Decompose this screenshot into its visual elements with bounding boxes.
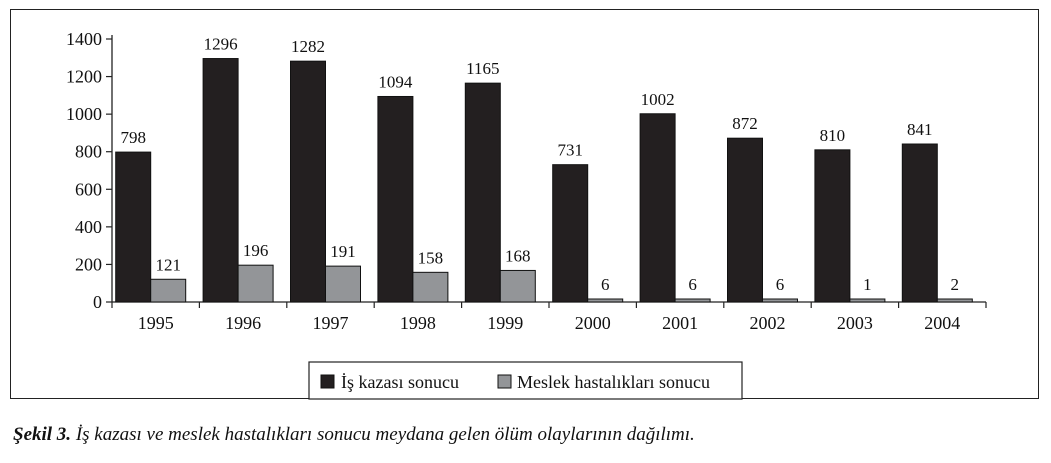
y-tick-label: 1000	[66, 104, 102, 125]
data-label: 1094	[378, 72, 413, 92]
bar-meslek-hastaliklari	[151, 279, 186, 302]
data-label: 798	[120, 128, 146, 148]
data-label: 6	[688, 275, 697, 294]
data-label: 810	[819, 125, 846, 145]
bar-is-kazasi	[203, 59, 238, 302]
x-tick-label: 1998	[399, 313, 436, 333]
data-label: 158	[417, 248, 444, 268]
bar-meslek-hastaliklari	[326, 266, 361, 302]
data-label: 872	[732, 114, 758, 134]
data-label: 6	[775, 275, 785, 294]
data-label: 1282	[291, 37, 325, 57]
bar-meslek-hastaliklari	[238, 265, 273, 302]
legend-label-is-kazasi: İş kazası sonucu	[341, 372, 459, 392]
y-tick-label: 200	[75, 254, 102, 275]
bar-is-kazasi	[902, 144, 937, 302]
bar-is-kazasi	[815, 150, 850, 302]
caption-label: Şekil 3.	[13, 424, 72, 445]
x-tick-label: 2003	[836, 313, 873, 333]
bar-is-kazasi	[378, 96, 413, 302]
bar-is-kazasi	[728, 138, 763, 302]
legend-swatch-meslek-hastaliklari	[498, 375, 511, 388]
x-tick-label: 2000	[574, 313, 611, 333]
data-label: 2	[950, 275, 960, 294]
caption-text: İş kazası ve meslek hastalıkları sonucu meydana gelen ölüm olaylarının dağılımı.	[75, 424, 695, 445]
data-label: 1296	[203, 34, 238, 54]
bar-meslek-hastaliklari	[588, 299, 623, 302]
legend-label-meslek-hastaliklari: Meslek hastalıkları sonucu	[517, 372, 710, 392]
x-tick-label: 2002	[749, 313, 786, 333]
bar-meslek-hastaliklari	[413, 272, 448, 302]
y-tick-label: 1400	[66, 29, 102, 49]
data-label: 841	[907, 120, 933, 140]
data-label: 168	[505, 246, 531, 266]
bar-is-kazasi	[640, 114, 675, 302]
data-label: 1	[863, 275, 872, 294]
y-tick-label: 600	[75, 179, 102, 200]
bar-meslek-hastaliklari	[850, 299, 885, 302]
y-tick-label: 0	[93, 292, 102, 312]
x-tick-label: 1996	[225, 313, 262, 333]
legend-swatch-is-kazasi	[321, 375, 334, 388]
data-label: 191	[330, 242, 356, 262]
x-tick-label: 1997	[312, 313, 349, 333]
data-label: 731	[557, 140, 583, 160]
data-label: 196	[242, 241, 269, 261]
bar-is-kazasi	[553, 165, 588, 302]
x-tick-label: 2001	[662, 313, 699, 333]
data-label: 6	[600, 275, 610, 294]
x-tick-label: 1995	[137, 313, 174, 333]
y-tick-label: 1200	[66, 66, 102, 87]
data-label: 1002	[640, 89, 675, 109]
bar-is-kazasi	[291, 61, 326, 302]
figure-caption	[13, 424, 695, 446]
x-tick-label: 1999	[487, 313, 524, 333]
bar-is-kazasi	[465, 83, 500, 302]
bar-meslek-hastaliklari	[763, 299, 798, 302]
bar-meslek-hastaliklari	[937, 299, 972, 302]
y-tick-label: 800	[75, 141, 102, 162]
bar-meslek-hastaliklari	[500, 270, 535, 302]
data-label: 1165	[466, 59, 500, 79]
data-label: 121	[155, 255, 181, 275]
bar-meslek-hastaliklari	[675, 299, 710, 302]
x-tick-label: 2004	[924, 313, 961, 333]
bar-is-kazasi	[116, 152, 151, 302]
y-tick-label: 400	[75, 216, 102, 237]
